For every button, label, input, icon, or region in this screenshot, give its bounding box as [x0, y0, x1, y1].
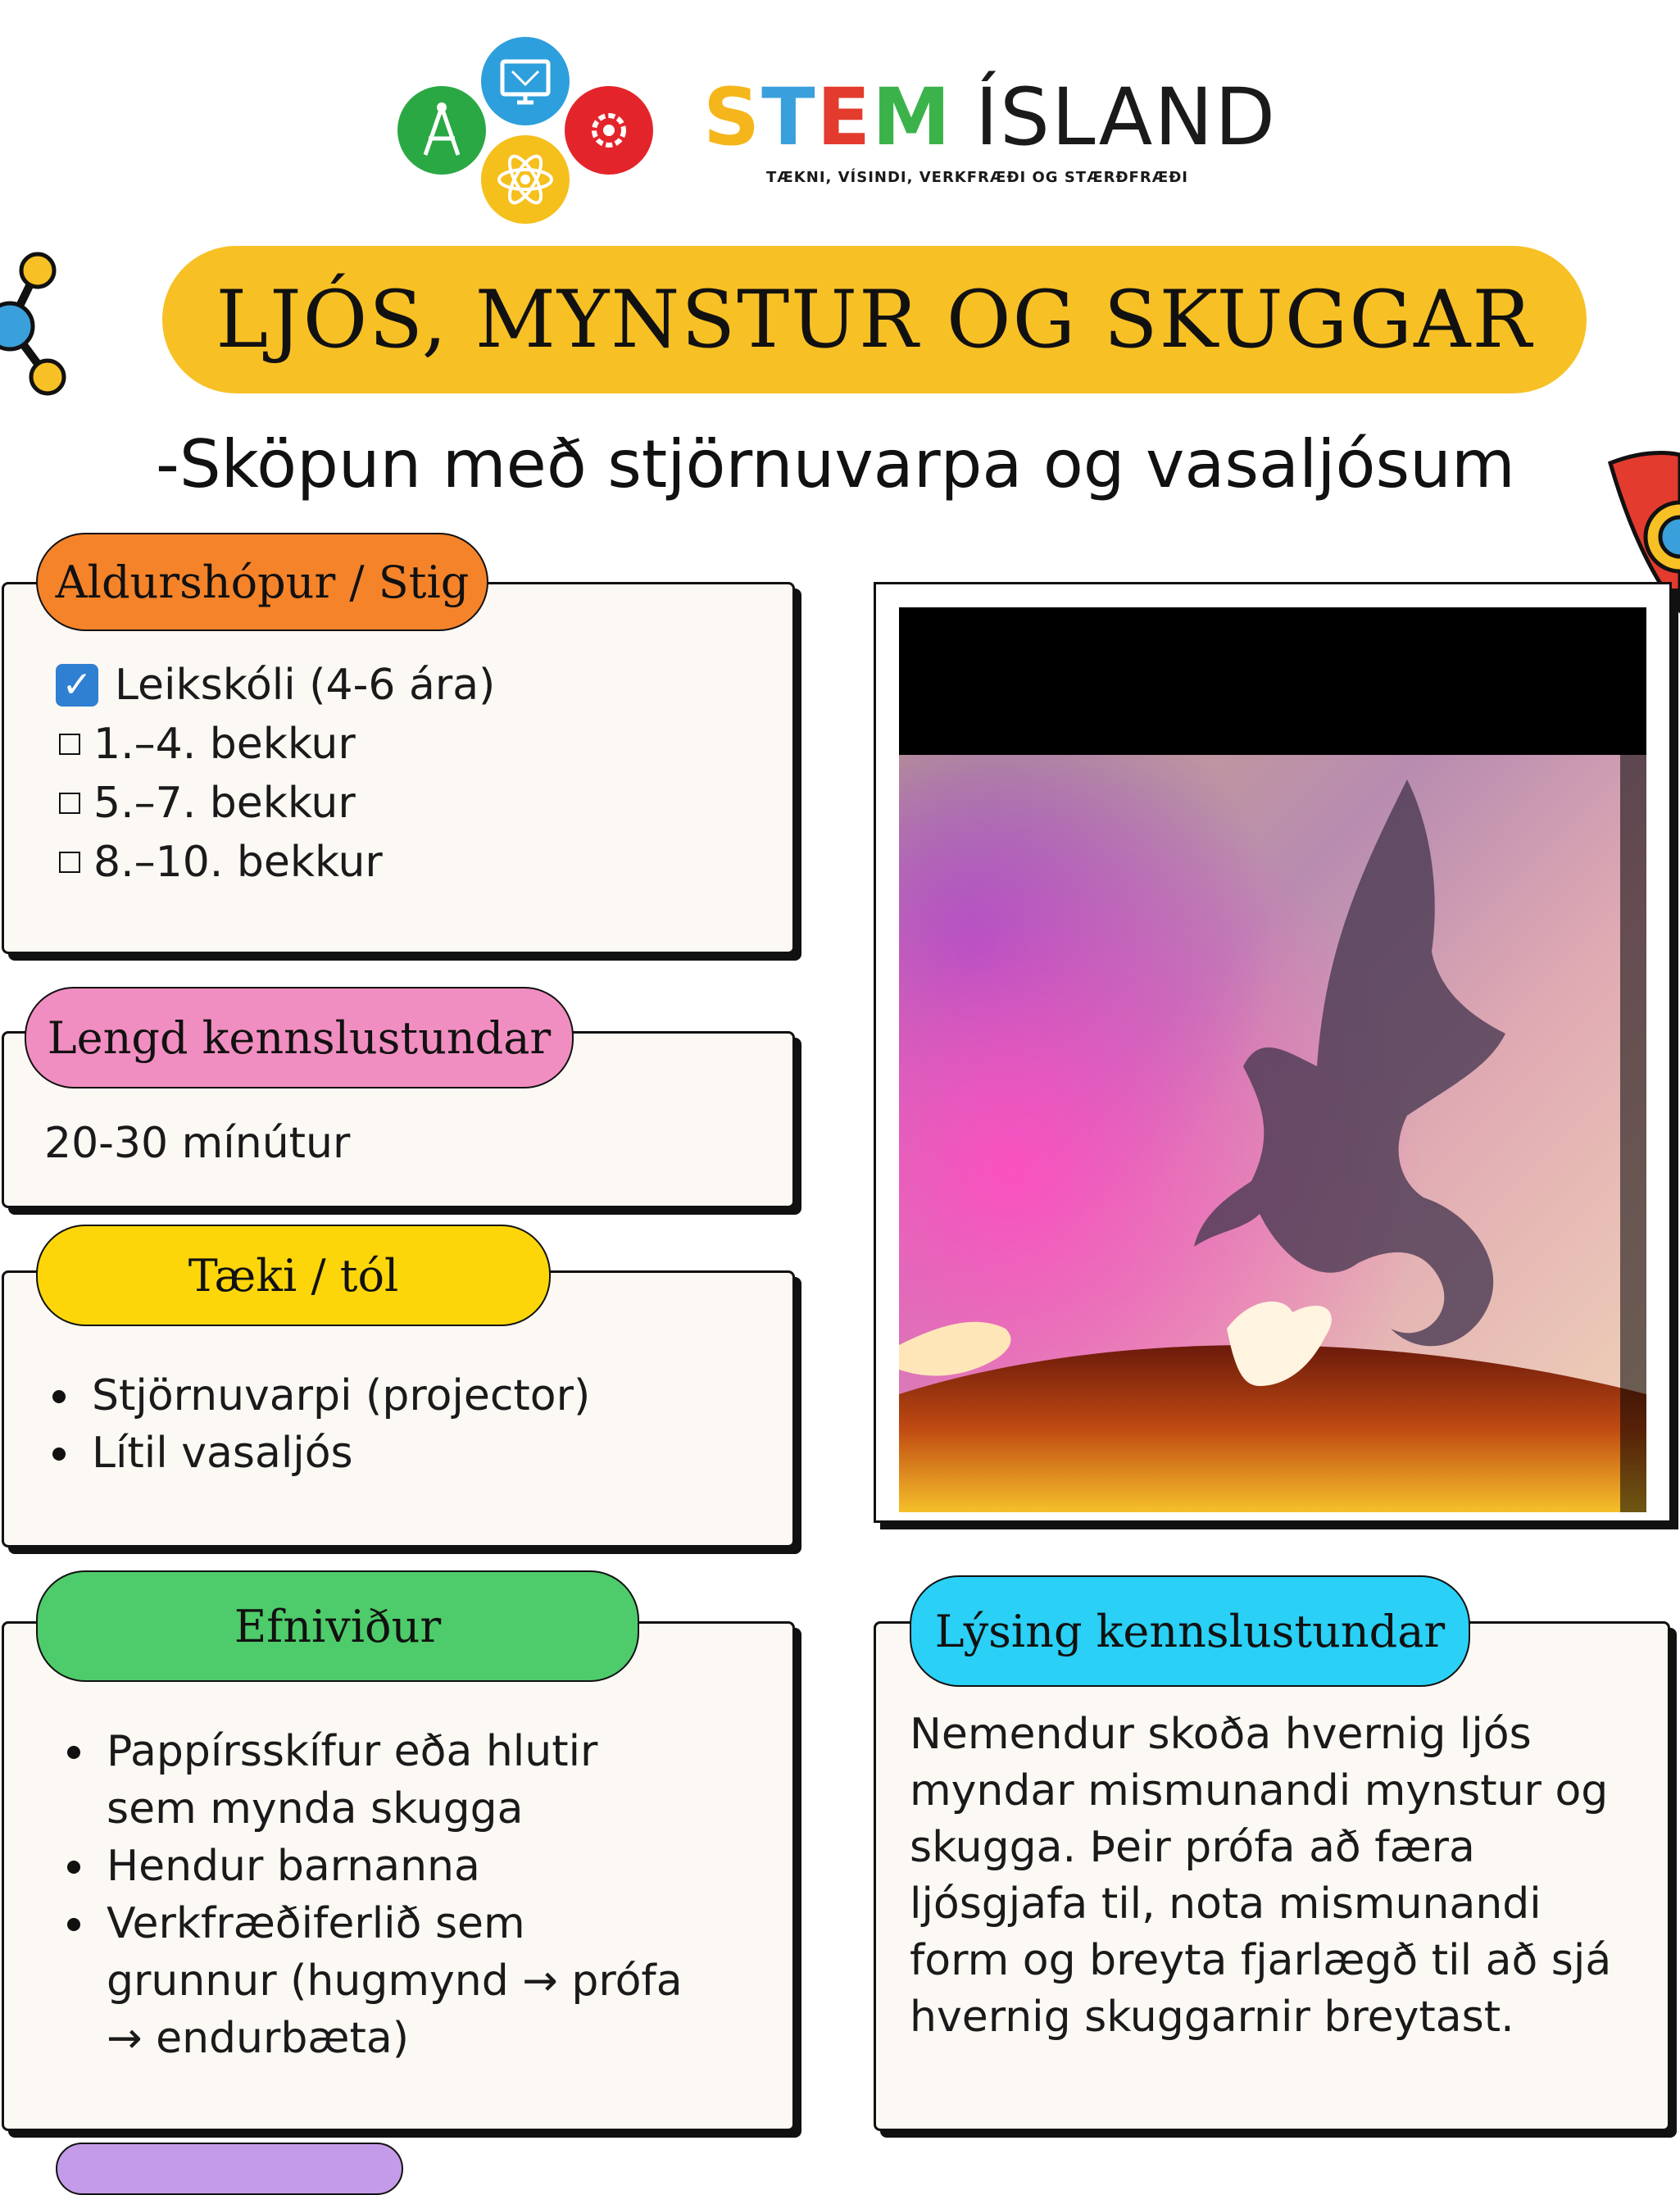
technology-icon	[481, 37, 570, 125]
length-value: 20-30 mínútur	[44, 1119, 351, 1168]
description-label: Lýsing kennslustundar	[910, 1575, 1470, 1687]
list-item: Hendur barnanna	[57, 1838, 697, 1895]
math-gear-icon	[565, 86, 653, 175]
checkbox-checked-icon: ✓	[56, 664, 98, 707]
photo-frame	[874, 582, 1672, 1523]
stem-logo	[397, 37, 652, 225]
engineering-icon	[397, 86, 486, 175]
page-subtitle: -Sköpun með stjörnuvarpa og vasaljósum	[156, 426, 1515, 502]
title-banner	[162, 246, 1587, 393]
science-atom-icon	[481, 135, 570, 224]
page-title: LJÓS, MYNSTUR OG SKUGGAR	[216, 274, 1533, 366]
description-text: Nemendur skoða hvernig ljós myndar mismunandi mynstur og skugga. Þeir prófa að færa ljósgjafa til, nota mismunandi form og breyta fjarlægð til að sjá hvernig skuggarnir breytast.	[910, 1710, 1612, 2042]
brand-name: STEM ÍSLAND	[703, 71, 1278, 163]
tools-list	[43, 1367, 590, 1482]
list-item: Stjörnuvarpi (projector)	[43, 1367, 590, 1425]
materials-list	[57, 1723, 697, 2067]
length-label: Lengd kennslustundar	[25, 987, 574, 1088]
molecule-icon	[0, 246, 74, 402]
age-label: Aldurshópur / Stig	[36, 533, 488, 631]
checkbox-empty-icon	[59, 793, 80, 814]
brand-subtitle: TÆKNI, VÍSINDI, VERKFRÆÐI OG STÆRÐFRÆÐI	[766, 169, 1189, 186]
age-list	[56, 656, 495, 892]
age-option[interactable]: 5.–7. bekkur	[56, 774, 495, 833]
checkbox-empty-icon	[59, 852, 80, 873]
list-item: Verkfræðiferlið sem grunnur (hugmynd → prófa → endurbæta)	[57, 1895, 697, 2067]
list-item: Pappírsskífur eða hlutir sem mynda skugga	[57, 1723, 697, 1838]
age-option[interactable]: 8.–10. bekkur	[56, 833, 495, 892]
checkbox-empty-icon	[59, 734, 80, 755]
age-option[interactable]: 1.–4. bekkur	[56, 715, 495, 774]
shadow-dragon-photo	[899, 607, 1646, 1512]
age-option[interactable]: ✓ Leikskóli (4-6 ára)	[56, 656, 495, 715]
list-item: Lítil vasaljós	[43, 1425, 590, 1482]
tools-label: Tæki / tól	[36, 1225, 551, 1326]
materials-label: Efniviður	[36, 1570, 639, 1682]
next-section-label	[56, 2143, 403, 2195]
